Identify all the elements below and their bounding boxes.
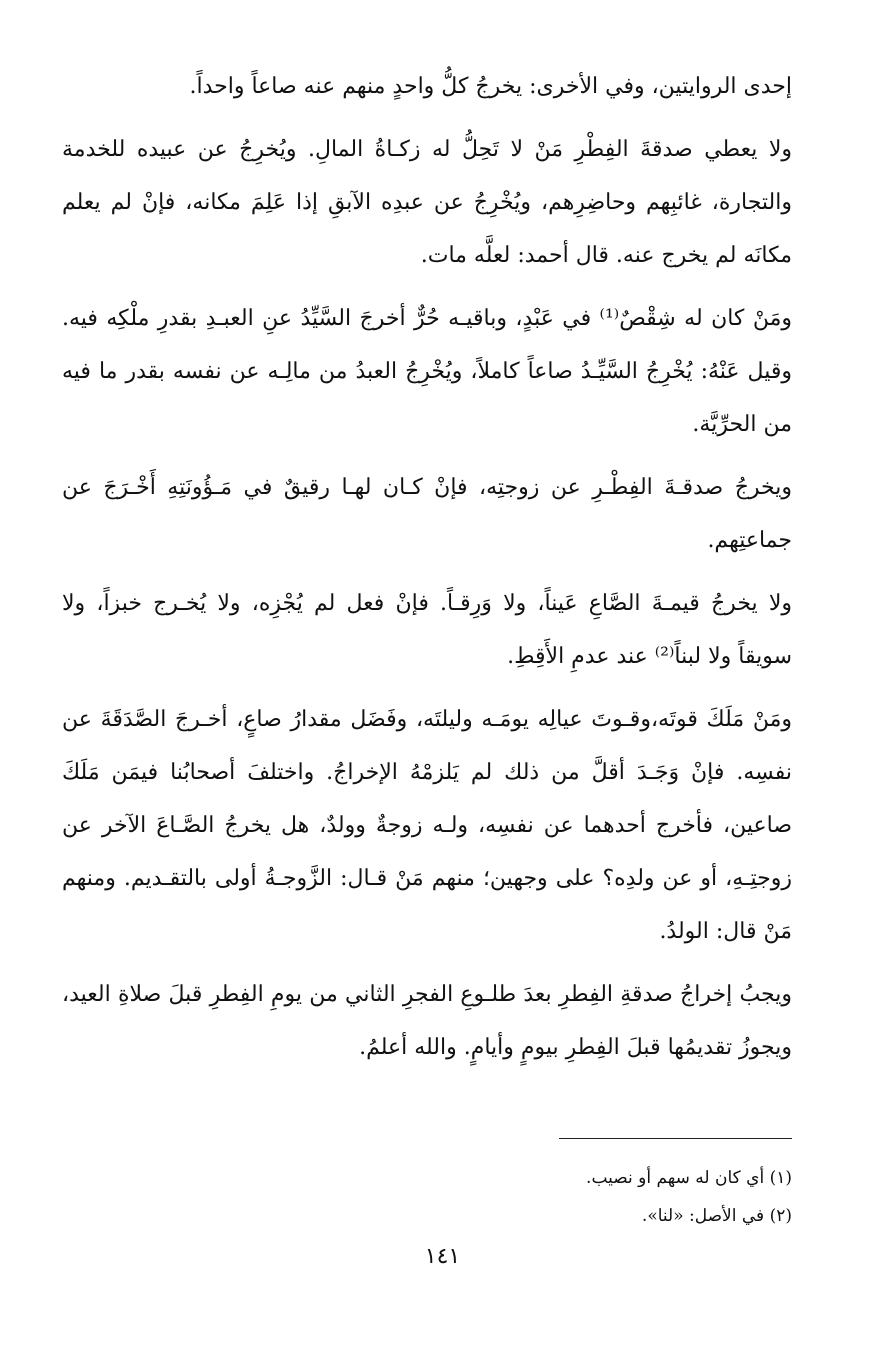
paragraph-3: ومَنْ كان له شِقْصٌ⁽¹⁾ في عَبْدٍ، وباقيـه حُرٌّ أخرجَ السَّيِّدُ عنِ العبـدِ بقدرِ ملْكِه فيه. وقيل عَنْهُ: يُخْرِجُ السَّيِّـدُ صاعاً كاملاً، ويُخْرِجُ العبدُ من مالِـه عن نفسه بقدر ما فيه من الحرِّيَّة.	[62, 306, 792, 437]
footnote-2: (٢) في الأصل: «لنا».	[641, 1206, 792, 1226]
page-number: ١٤١	[424, 1244, 461, 1269]
footnote-separator	[559, 1138, 792, 1139]
footnote-1: (١) أي كان له سهم أو نصيب.	[586, 1168, 792, 1188]
paragraph-2: ولا يعطي صدقةَ الفِطْرِ مَنْ لا تَحِلُّ له زكـاةُ المالِ. ويُخرِجُ عن عبيده للخدمة والتجارة، غائبِهم وحاضِرِهم، ويُخْرِجُ عن عبدِه الآبقِ إذا عَلِمَ مكانه، فإنْ لم يعلم مكانَه لم يخرج عنه. قال أحمد: لعلَّه مات.	[62, 137, 792, 268]
paragraph-1: إحدى الروايتين، وفي الأخرى: يخرجُ كلُّ واحدٍ منهم عنه صاعاً واحداً.	[189, 74, 792, 99]
main-text	[62, 60, 792, 1084]
paragraph-6: ومَنْ مَلَكَ قوتَه،وقـوتَ عيالِه يومَـه وليلتَه، وفَضَل مقدارُ صاعٍ، أخـرجَ الصَّدَقَةَ عن نفسِه. فإنْ وَجَـدَ أقلَّ من ذلك لم يَلزمْهُ الإخراجُ. واختلفَ أصحابُنا فيمَن مَلَكَ صاعين، فأخرج أحدهما عن نفسِه، ولـه زوجةٌ وولدٌ، هل يخرجُ الصَّـاعَ الآخر عن زوجتِـهِ، أو عن ولدِه؟ على وجهين؛ منهم مَنْ قـال: الزَّوجـةُ أولى بالتقـديم. ومنهم مَنْ قال: الولدُ.	[62, 707, 792, 944]
paragraph-4: ويخرجُ صدقـةَ الفِطْـرِ عن زوجتِه، فإنْ كـان لهـا رقيقٌ في مَـؤُونَتِهِ أَخْـرَجَ عن جماعتِهم.	[62, 475, 792, 553]
paragraph-7: ويجبُ إخراجُ صدقةِ الفِطرِ بعدَ طلـوعِ الفجرِ الثاني من يومِ الفِطرِ قبلَ صلاةِ العيد، ويجوزُ تقديمُها قبلَ الفِطرِ بيومٍ وأيامٍ. والله أعلمُ.	[62, 982, 792, 1060]
footnotes	[62, 1138, 792, 1235]
paragraph-5: ولا يخرجُ قيمـةَ الصَّاعِ عَيناً، ولا وَرِقـاً. فإنْ فعل لم يُجْزِه، ولا يُخـرج خبزاً، ولا سويقاً ولا لبناً⁽²⁾ عند عدمِ الأَقِطِ.	[62, 591, 792, 669]
